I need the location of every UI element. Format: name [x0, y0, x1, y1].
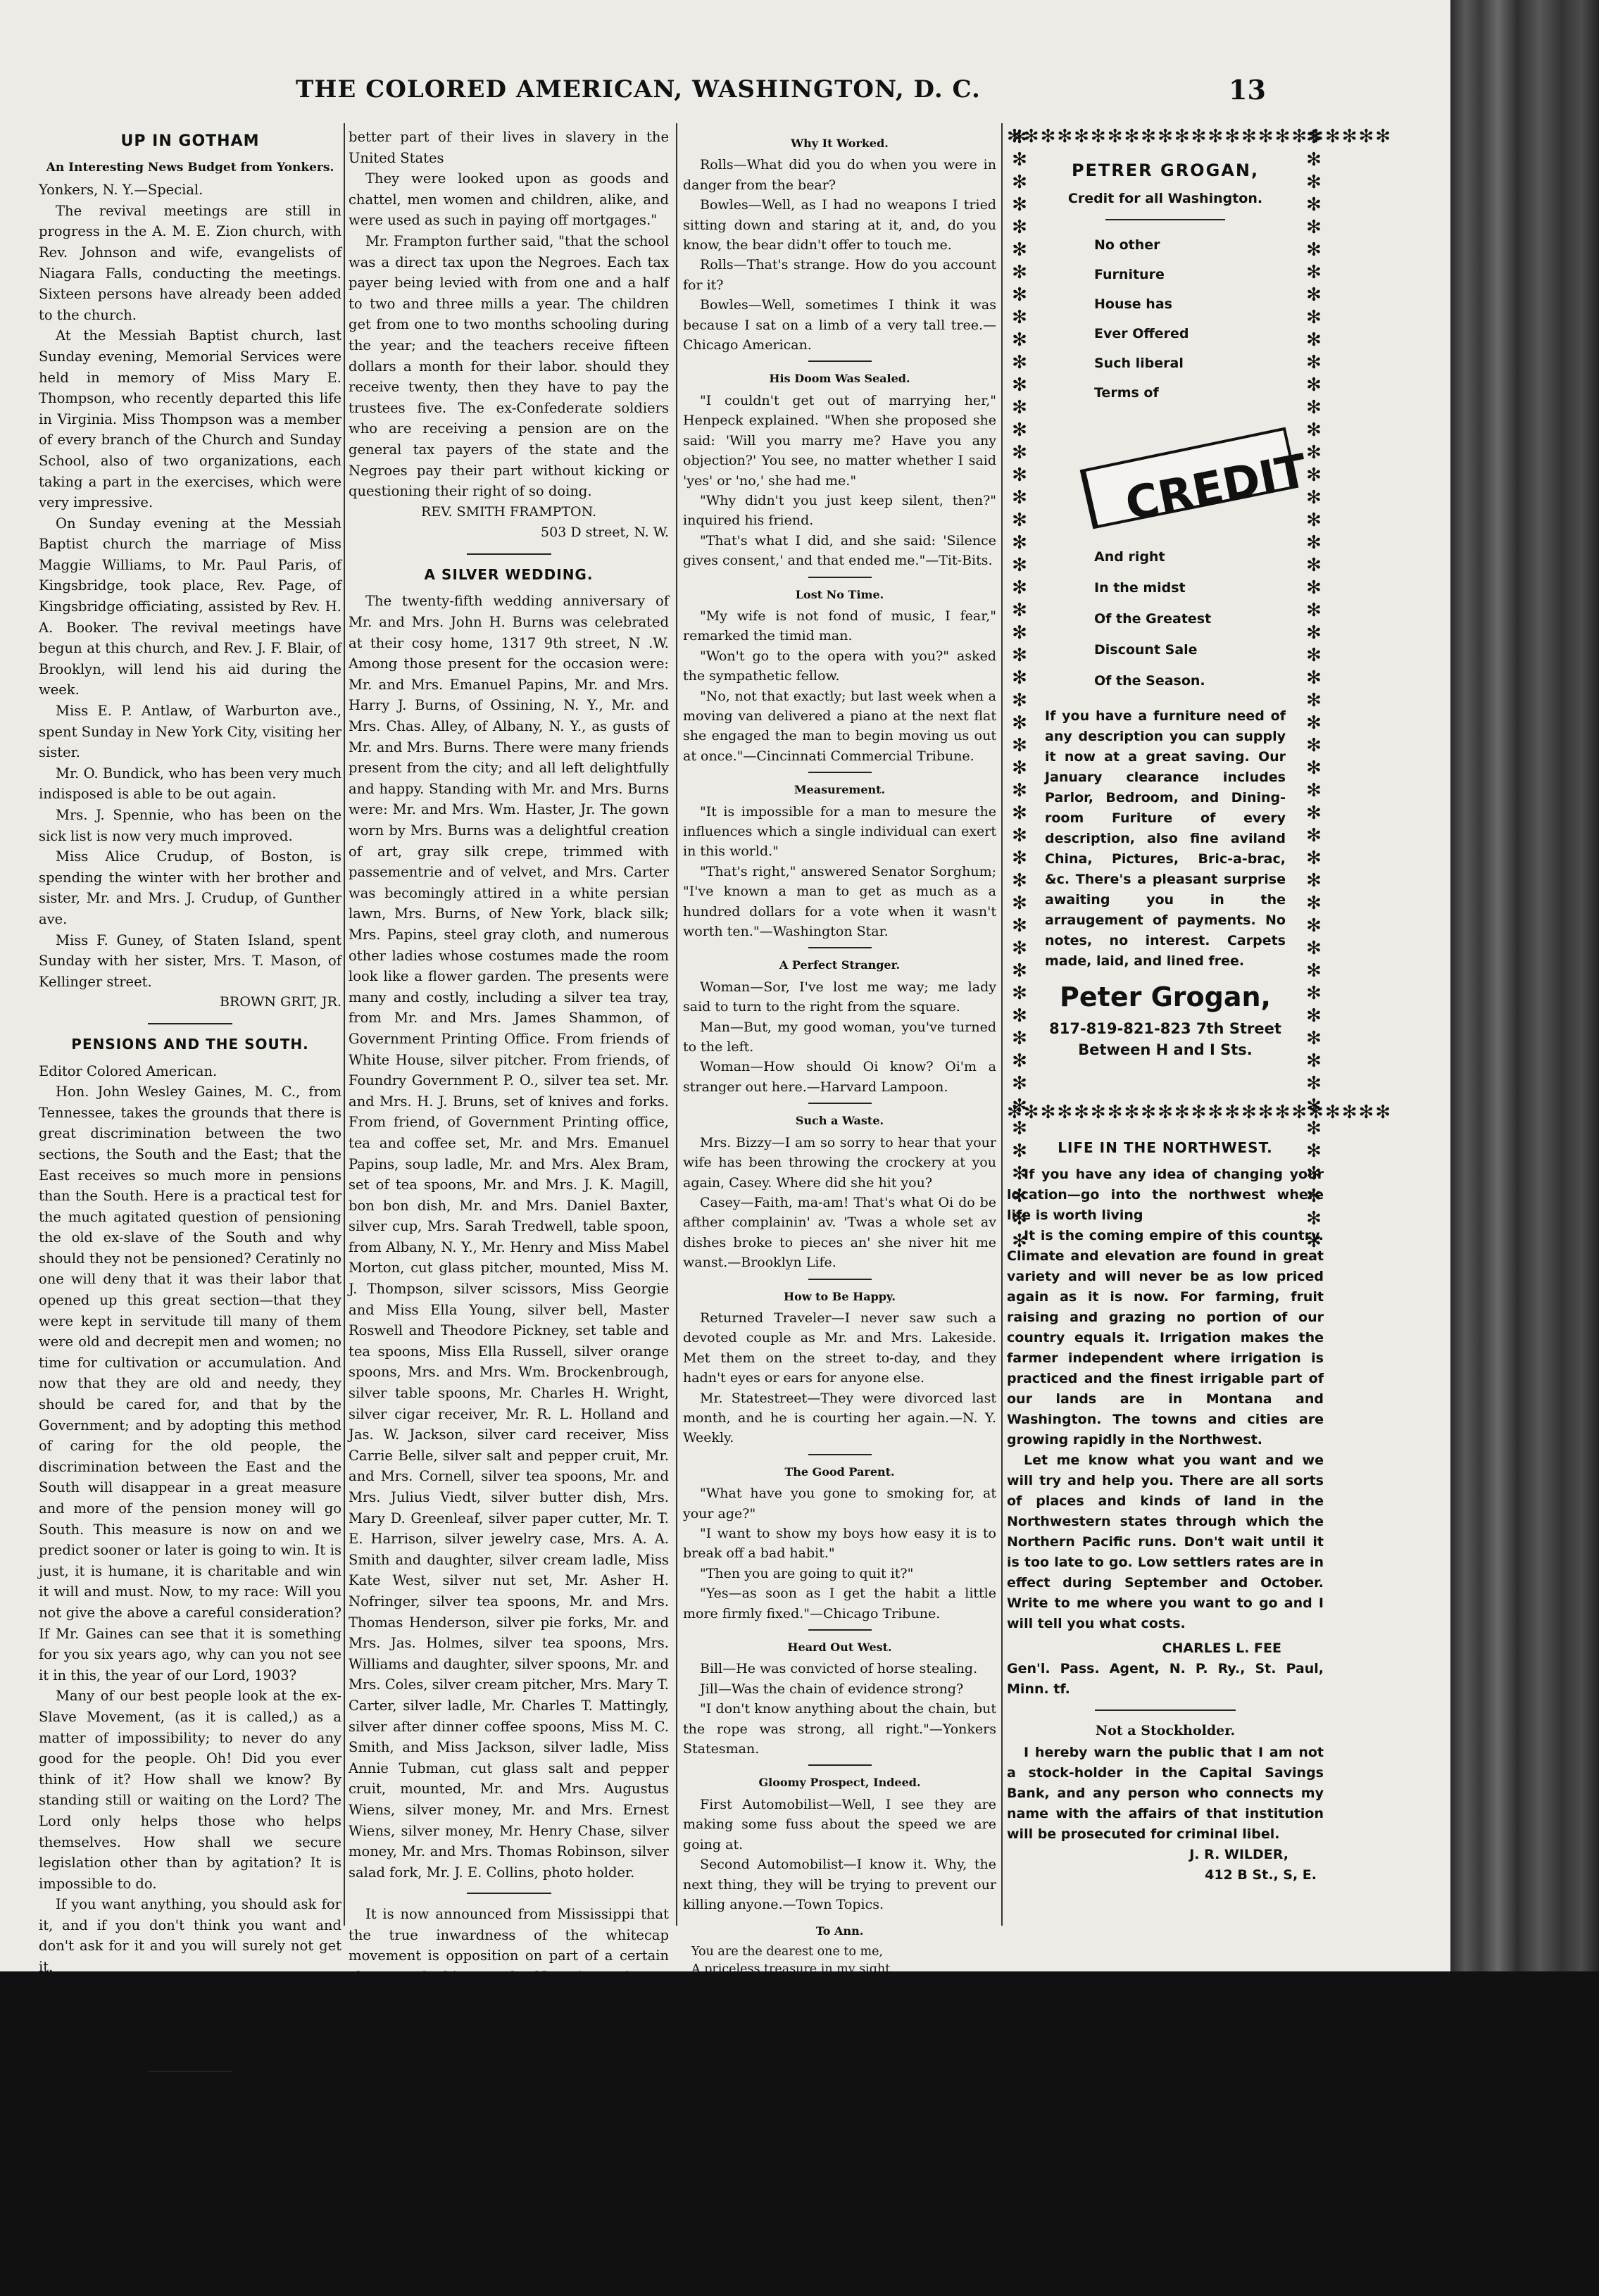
humor-paragraph: First Automobilist—Well, I see they are making some fuss about the speed we are going at.: [683, 1796, 996, 1852]
humor-paragraph: "Won't go to the opera with you?" asked the sympathetic fellow.: [683, 648, 996, 684]
pensions-paragraph: Editor Colored American.: [39, 1062, 218, 1079]
column-rule-1: [344, 123, 345, 1926]
gotham-article: [39, 180, 341, 992]
humor-kicker: Measurement.: [794, 783, 886, 797]
humor-kicker: His Doom Was Sealed.: [769, 372, 910, 386]
humor-kicker: Heard Out West.: [787, 1641, 892, 1655]
gotham-signature: BROWN GRIT, JR.: [220, 994, 341, 1010]
whitecap-paragraph: It is now announced from Mississippi that the true inwardness of the whitecap movement is opposition on part of a certain element of whites to the Negro's owning or controlling lands. This includes those who are renting and those who are purchasing. They also object to a black man's riding in a buggy with a top to it, and in a few cases tops have been torn from them. Assurance is given, however, that this state of feeling is not general, but is true of a few counties.: [349, 1906, 669, 2131]
ad-body: If you have a furniture need of any description you can supply it now at a great saving. Our January clearance includes Parlor, Bedroom, and Dining-room Furiture of every description, also fine aviland China, Pictures, Bric-a-brac, &c. There's a pleasant surprise awaiting you in the arraugement of payments. No notes, no interest. Carpets made, laid, and lined free.: [1045, 708, 1286, 970]
pensions-paragraph: Many of our best people look at the ex-Slave Movement, (as it is called,) as a matter of impossibility; to never do any good for the people. Oh! Did you ever think of it? How shall we know? By standing still or waiting on the Lord? The Lord only helps those who helps themselves. How shall we secure legislation other than by agitation? It is impossible to do.: [39, 1688, 341, 1892]
wedding-article: [349, 591, 669, 1883]
divider: [467, 1893, 551, 1894]
humor-paragraph: Returned Traveler—I never saw such a devoted couple as Mr. and Mrs. Lakeside. Met them on the street to-day, and they hadn't eyes or ears for anyone else.: [683, 1310, 996, 1386]
ad-list-line: No other: [1094, 237, 1160, 253]
humor-paragraph: Mrs. Bizzy—I am so sorry to hear that your wife has been throwing the crockery at you again, Casey. Where did she hit you?: [683, 1134, 996, 1191]
humor-paragraph: "What have you gone to smoking for, at your age?": [683, 1486, 996, 1522]
divider: [808, 1279, 872, 1280]
northwest-signature-title: Gen'l. Pass. Agent, N. P. Ry., St. Paul, Minn. tf.: [1007, 1660, 1324, 1697]
column-3: [683, 127, 996, 2029]
ad-cross-streets: Between H and I Sts.: [1078, 1041, 1253, 1058]
gotham-subhead: An Interesting News Budget from Yonkers.: [46, 160, 334, 175]
humor-paragraph: "Why didn't you just keep silent, then?" inquired his friend.: [683, 492, 996, 529]
pensions-article: [39, 1061, 341, 1978]
humor-paragraph: "It is impossible for a man to mesure the influences which a single individual can exert in this world.": [683, 803, 996, 860]
pensions-signature-line: City.: [289, 2042, 320, 2059]
humor-paragraph: "Yes—as soon as I get the habit a little more firmly fixed."—Chicago Tribune.: [683, 1586, 996, 1621]
humor-paragraph: "I couldn't get out of marrying her," Henpeck explained. "When she proposed she said: 'Will you marry me? Have you any objection?' You see, no matter whether I said 'yes' or 'no,' she had me.": [683, 392, 996, 489]
ad-border-right: ✻✻✻✻✻✻✻✻✻✻✻✻✻✻✻✻✻✻✻✻✻✻✻✻✻✻✻✻✻✻✻✻✻✻✻✻✻✻✻✻✻✻✻✻✻✻✻✻✻✻: [1303, 127, 1324, 1253]
ad-list-line: Of the Greatest: [1094, 611, 1212, 627]
ad-list-line: Such liberal: [1094, 356, 1184, 372]
ad-border-left: ✻✻✻✻✻✻✻✻✻✻✻✻✻✻✻✻✻✻✻✻✻✻✻✻✻✻✻✻✻✻✻✻✻✻✻✻✻✻✻✻✻✻✻✻✻✻✻✻✻✻: [1009, 127, 1030, 1253]
poem-line: —Chicago Chronicle.: [691, 2014, 824, 2029]
frampton-signature-line: REV. SMITH FRAMPTON.: [420, 503, 597, 520]
humor-paragraph: Bill—He was convicted of horse stealing.: [700, 1661, 978, 1677]
poem: [683, 1943, 996, 2031]
stockholder-headline: Not a Stockholder.: [1095, 1722, 1236, 1738]
pensions-signature: [39, 1978, 341, 2061]
pensions-paragraph: Hon. John Wesley Gaines, M. C., from Tennessee, takes the grounds that there is great discrimination between the two sections, the South and the East; that the East receives so much more in pensions than the South. Here is a practical test for the much agitated question of pensioning the old ex-slave of the South and why should they not be pensioned? Ceratinly no one will deny that it was their labor that opened up this great section—that they were kept in servitude till many of them were old and decrepit men and women; no time for cultivation or accumulation. And now that they are old and needy, they should be cared for, and that by the Government; and by adopting this method of caring for the old people, the discrimination between the East and the South will disappear in a great measure and more of the pension money will go South. This measure is now on and we predict sooner or later is going to win. It is just, it is humane, it is charitable and win it will and must. Now, to my race: Will you not give the above a careful consideration? If Mr. Gaines can see that it is something for you six years ago, why can you not see it in this, the year of our Lord, 1903?: [39, 1084, 341, 1683]
northwest-paragraph: It is the coming empire of this country. Climate and elevation are found in great variety and will never be as low priced again as it is now. For farming, fruit raising and grazing no portion of our country equals it. Irrigation makes the farmer independent where irrigation is practiced and the finest irrigable part of our lands are in Montana and Washington. The towns and cities are growing rapidly in the Northwest.: [1007, 1227, 1324, 1448]
divider: [467, 553, 551, 555]
page-number: 13: [1229, 74, 1266, 106]
credit-banner: [1073, 422, 1312, 532]
humor-kicker: A Perfect Stranger.: [779, 958, 901, 972]
ad-list-2: [1045, 541, 1286, 696]
column-4: [1007, 126, 1393, 1943]
stockholder-notice: I hereby warn the public that I am not a stock-holder in the Capital Savings Bank, and any person who connects my name with the affairs of that institution will be prosecuted for criminal libel.: [1007, 1745, 1324, 1843]
humor-kicker: The Good Parent.: [784, 1464, 895, 1479]
humor-paragraph: "No, not that exactly; but last week when a moving van delivered a piano at the next flat she engaged the man to begin moving us out at once."—Cincinnati Commercial Tribune.: [683, 688, 996, 764]
humor-paragraph: "That's what I did, and she said: 'Silence gives consent,' and that ended me."—Tit-Bits.: [683, 532, 996, 569]
northwest-paragraph: Let me know what you want and we will try and help you. There are all sorts of places and kinds of land in the Northwestern states through which the Northern Pacific runs. Don't wait until it is too late to go. Low settlers rates are in effect during September and October. Write to me where you want to go and I will tell you what costs.: [1007, 1452, 1324, 1631]
gotham-paragraph: The revival meetings are still in progress in the A. M. E. Zion church, with Rev. Johnson and wife, evangelists of Niagara Falls, conducting the meetings. Sixteen persons have already been added to the church.: [39, 202, 341, 323]
divider: [808, 577, 872, 578]
gotham-paragraph: Yonkers, N. Y.—Special.: [39, 182, 203, 199]
humor-paragraph: Rolls—That's strange. How do you account for it?: [683, 257, 996, 293]
ad-border-top: ✻✻✻✻✻✻✻✻✻✻✻✻✻✻✻✻✻✻✻✻✻✻✻: [1007, 126, 1393, 147]
frampton-paragraph: better part of their lives in slavery in the United States: [349, 129, 669, 166]
ad-list-line: Discount Sale: [1094, 642, 1198, 658]
divider: [808, 1103, 872, 1104]
frampton-paragraph: "I don't care how much work the public schools might have to perform, the same has nothing to do with a class of people who have, for more than two hundred years, served the: [39, 2194, 341, 2294]
divider: [808, 1629, 872, 1631]
gotham-paragraph: At the Messiah Baptist church, last Sunday evening, Memorial Services were held in memory of Miss Mary E. Thompson, who recently departed this life in Virginia. Miss Thompson was a member of every branch of the Church and Sunday School, also of two organizations, each taking a part in the exercises, which were very impressive.: [39, 327, 341, 511]
divider: [808, 772, 872, 773]
masthead-title: THE COLORED AMERICAN, WASHINGTON, D. C.: [296, 75, 981, 103]
pensions-signature-line: I. L. WALTON,: [140, 2000, 240, 2017]
ad-list-line: Of the Season.: [1094, 673, 1205, 689]
divider: [808, 1454, 872, 1455]
northwest-article: [1007, 1165, 1324, 1634]
northwest-headline: LIFE IN THE NORTHWEST.: [1058, 1139, 1273, 1156]
gotham-paragraph: Miss Alice Crudup, of Boston, is spending the winter with her brother and sister, Mr. and Mrs. J. Crudup, of Gunther ave.: [39, 848, 341, 927]
ad-list-line: Furniture: [1094, 267, 1165, 283]
stockholder-signature-address: 412 B St., S, E.: [1205, 1867, 1317, 1883]
northwest-paragraph: If you have any idea of changing your location—go into the northwest where life is worth living: [1007, 1166, 1324, 1223]
divider: [808, 1764, 872, 1766]
poem-line: My own dear, dearest Ann Thracite.: [691, 1997, 916, 2012]
humor-kicker: Gloomy Prospect, Indeed.: [758, 1776, 921, 1790]
credit-word: CREDIT: [1121, 444, 1312, 532]
wedding-headline: A SILVER WEDDING.: [424, 565, 594, 583]
poem-line: You are the dearest one to me,: [691, 1944, 884, 1959]
gotham-paragraph: On Sunday evening at the Messiah Baptist church the marriage of Miss Maggie Williams, to Mr. Paul Paris, of Kingsbridge, took place, Rev. Page, of Kingsbridge officiating, assisted by Rev. H. A. Booker. The revival meetings have begun at this church, and Rev. J. F. Blair, of Brooklyn, will lend his aid during the week.: [39, 515, 341, 698]
humor-paragraph: "That's right," answered Senator Sorghum; "I've known a man to get as much as a hundred dollars for a vote when it wasn't worth ten."—Washington Star.: [683, 863, 996, 940]
frampton-paragraph: Rev. Smith Frampton, of S. C., National President of the National Industrial Council of America, in a recent interview said:: [39, 2110, 341, 2190]
divider: [1105, 219, 1225, 220]
frampton-paragraph: Mr. Frampton further said, "that the school was a direct tax upon the Negroes. Each tax payer being levied with from one and a half to two and three mills a year. The children get from one to two months schooling during the year; and the teachers receive fifteen dollars a month for their labor. should they receive twenty, then they have to pay the trustees five. The ex-Confederate soldiers who are receiving a pension are on the general tax payers of the state and the Negroes pay their part without kicking or questioning their right of so doing.: [349, 232, 669, 500]
ad-merchant-name: PETRER GROGAN,: [1071, 161, 1260, 180]
humor-paragraph: "Then you are going to quit it?": [700, 1565, 914, 1581]
ad-list-line: House has: [1094, 296, 1172, 313]
poem-title: To Ann.: [815, 1924, 864, 1938]
ad-list-line: Ever Offered: [1094, 326, 1189, 342]
humor-kicker: Why It Worked.: [791, 137, 889, 150]
wedding-paragraph: The twenty-fifth wedding anniversary of Mr. and Mrs. John H. Burns was celebrated at their cosy home, 1317 9th street, N .W. Among those present for the occasion were: Mr. and Mrs. Emanuel Papins, Mr. and Mrs. Harry J. Burns, of Ossining, N. Y., Mr. and Mrs. Chas. Alley, of Albany, N. Y., as gusts of Mr. and Mrs. Burns. There were many friends present from the city; and all left delightfully and happy. Standing with Mr. and Mrs. Burns were: Mr. and Mrs. Wm. Haster, Jr. The gown worn by Mrs. Burns was a delightful creation of art, gray silk crepe, trimmed with passementrie and of velvet, and Mrs. Carter was becomingly attired in a white persian lawn, Mrs. Burns, of New York, black silk; Mrs. Papins, steel gray cloth, and numerous other ladies whose costumes made the room look like a flower garden. The presents were many and costly, including a silver tea tray, from Mr. and Mrs. James Shammon, of Government Printing Office. From friends of White House, silver pitcher. From friends, of Foundry Government P. O., silver tea set. Mr. and Mrs. H. J. Bruns, set of knives and forks. From friend, of Government Printing office, tea and coffee set, Mr. and Mrs. Emanuel Papins, soup ladle, Mr. and Mrs. Alex Bram, set of tea spoons, Mr. and Mrs. J. K. Magill, bon bon dish, Mr. and Mrs. Daniel Baxter, silver cup, Mrs. Sarah Tredwell, table spoon, from Albany, N. Y., Mr. Henry and Miss Mabel Morton, cut glass pitcher, mounted, Miss M. J. Thompson, silver scissors, Miss Georgie and Miss Ella Young, silver bell, Master Roswell and Theodore Pickney, set table and tea spoons, Miss Ella Russell, silver orange spoons, Mrs. and Mrs. Wm. Brockenbrough, silver table spoons, Mr. Charles H. Wright, silver cigar receiver, Mr. R. L. Holland and Jas. W. Jackson, silver card receiver, Miss Carrie Belle, silver salt and pepper cruit, Mr. and Mrs. Cornell, silver tea spoons, Mr. and Mrs. Julius Viedt, silver butter dish, Mrs. Mary D. Greenleaf, silver paper cutter, Mr. T. E. Harrison, silver jewelry case, Mrs. A. A. Smith and daughter, silver cream ladle, Miss Kate West, silver nut set, Mr. Asher H. Nofringer, silver tea spoons, Mr. and Mrs. Thomas Henderson, silver pie forks, Mr. and Mrs. Jas. Holmes, silver tea spoons, Mrs. Williams and daughter, silver spoons, Mr. and Mrs. Coles, silver cream pitcher, Mrs. Mary T. Carter, silver ladle, Mr. Charles T. Mattingly, silver after dinner coffee spoons, Miss M. C. Smith, and Miss Jackson, silver ladle, Miss Annie Tubman, cut glass salt and pepper cruit, mounted, Mr. and Mrs. Augustus Wiens, silver money, Mr. and Mrs. Ernest Wiens, silver money, Mr. Henry Chase, silver money, Mr. and Mrs. Thomas Robinson, silver salad fork, Mr. J. E. Collins, photo holder.: [349, 593, 669, 1881]
stockholder-signature-name: J. R. WILDER,: [1189, 1847, 1288, 1863]
pensions-headline: PENSIONS AND THE SOUTH.: [71, 1035, 309, 1053]
humor-paragraph: Jill—Was the chain of evidence strong?: [700, 1681, 964, 1697]
frampton-article-continued: [349, 127, 669, 502]
humor-paragraph: "I want to show my boys how easy it is to break off a bad habit.": [683, 1526, 996, 1562]
frampton-signature-line: 503 D street, N. W.: [541, 525, 669, 541]
column-1: [39, 127, 341, 2294]
gotham-paragraph: Miss E. P. Antlaw, of Warburton ave., spent Sunday in New York City, visiting her sister.: [39, 703, 341, 761]
frampton-paragraph: They were looked upon as goods and chattel, men women and children, alike, and were used as such in paying off mortgages.": [349, 170, 669, 229]
humor-kicker: Lost No Time.: [795, 587, 884, 601]
frampton-headline: REV. FRAMPTON INTERVIEWED.: [63, 2084, 318, 2100]
humor-paragraph: Bowles—Well, sometimes I think it was because I sat on a limb of a very tall tree.—Chicago American.: [683, 297, 996, 353]
ad-list: [1045, 230, 1286, 408]
column-2: [349, 127, 669, 2131]
ad-list-line: And right: [1094, 549, 1165, 565]
humor-paragraph: Woman—How should Oi know? Oi'm a stranger out here.—Harvard Lampoon.: [683, 1059, 996, 1095]
frampton-signature: [349, 502, 669, 544]
northwest-signature-name: CHARLES L. FEE: [1162, 1640, 1281, 1656]
humor-paragraph: Casey—Faith, ma-am! That's what Oi do be afther complainin' av. 'Twas a whole set av dishes broke to pieces an' she niver hit me wanst.—Brooklyn Life.: [683, 1194, 996, 1271]
divider: [148, 1023, 232, 1024]
gotham-headline: UP IN GOTHAM: [120, 132, 260, 150]
column-rule-3: [1001, 123, 1003, 1926]
divider: [148, 2071, 232, 2072]
humor-kicker: Such a Waste.: [795, 1114, 884, 1128]
humor-paragraph: Second Automobilist—I know it. Why, the next thing, they will be trying to prevent our killing anyone.—Town Topics.: [683, 1857, 996, 1912]
pensions-paragraph: If you want anything, you should ask for it, and if you don't think you want and don't ask for it and you will surely not get it.: [39, 1896, 341, 1976]
humor-paragraph: "I don't know anything about the chain, but the rope was strong, all right."—Yonkers Statesman.: [683, 1701, 996, 1757]
ad-list-line: In the midst: [1094, 580, 1186, 596]
divider: [1095, 1710, 1236, 1711]
column-rule-2: [676, 123, 677, 1926]
ad-border-bottom: ✻✻✻✻✻✻✻✻✻✻✻✻✻✻✻✻✻✻✻✻✻✻✻: [1007, 1102, 1393, 1123]
humor-paragraph: "My wife is not fond of music, I fear," remarked the timid man.: [683, 608, 996, 644]
poem-line: Come share my humble home, and be: [691, 1979, 928, 1994]
gotham-paragraph: Mr. O. Bundick, who has been very much indisposed is able to be out again.: [39, 765, 341, 803]
pensions-signature-line: Respectfully,: [146, 1979, 234, 1996]
gotham-paragraph: Mrs. J. Spennie, who has been on the sick list is now very much improved.: [39, 807, 341, 844]
humor-items: [683, 134, 996, 1914]
book-binding: [1450, 0, 1599, 1971]
frampton-article: [39, 2109, 341, 2296]
humor-kicker: How to Be Happy.: [784, 1289, 896, 1303]
humor-paragraph: Rolls—What did you do when you were in danger from the bear?: [683, 157, 996, 193]
divider: [808, 360, 872, 362]
ad-tagline: Credit for all Washington.: [1067, 190, 1263, 206]
ad-list-line: Terms of: [1094, 385, 1159, 401]
page-header: [0, 67, 1450, 109]
humor-paragraph: Man—But, my good woman, you've turned to the left.: [683, 1019, 996, 1055]
humor-paragraph: Woman—Sor, I've lost me way; me lady said to turn to the right from the square.: [683, 979, 996, 1015]
humor-paragraph: Mr. Statestreet—They were divorced last month, and he is courting her again.—N. Y. Weekly.: [683, 1390, 996, 1446]
ad-address: 817-819-821-823 7th Street: [1049, 1020, 1281, 1037]
poem-line: A priceless treasure in my sight,: [691, 1962, 894, 1976]
ad-big-name: Peter Grogan,: [1060, 981, 1271, 1013]
gotham-paragraph: Miss F. Guney, of Staten Island, spent Sunday with her sister, Mrs. T. Mason, of Kellinger street.: [39, 931, 341, 990]
pensions-signature-line: No. 503 D St., N. W.: [120, 2021, 260, 2038]
divider: [808, 947, 872, 948]
humor-paragraph: Bowles—Well, as I had no weapons I tried sitting down and staring at it, and, do you know, the bear didn't offer to touch me.: [683, 197, 996, 253]
